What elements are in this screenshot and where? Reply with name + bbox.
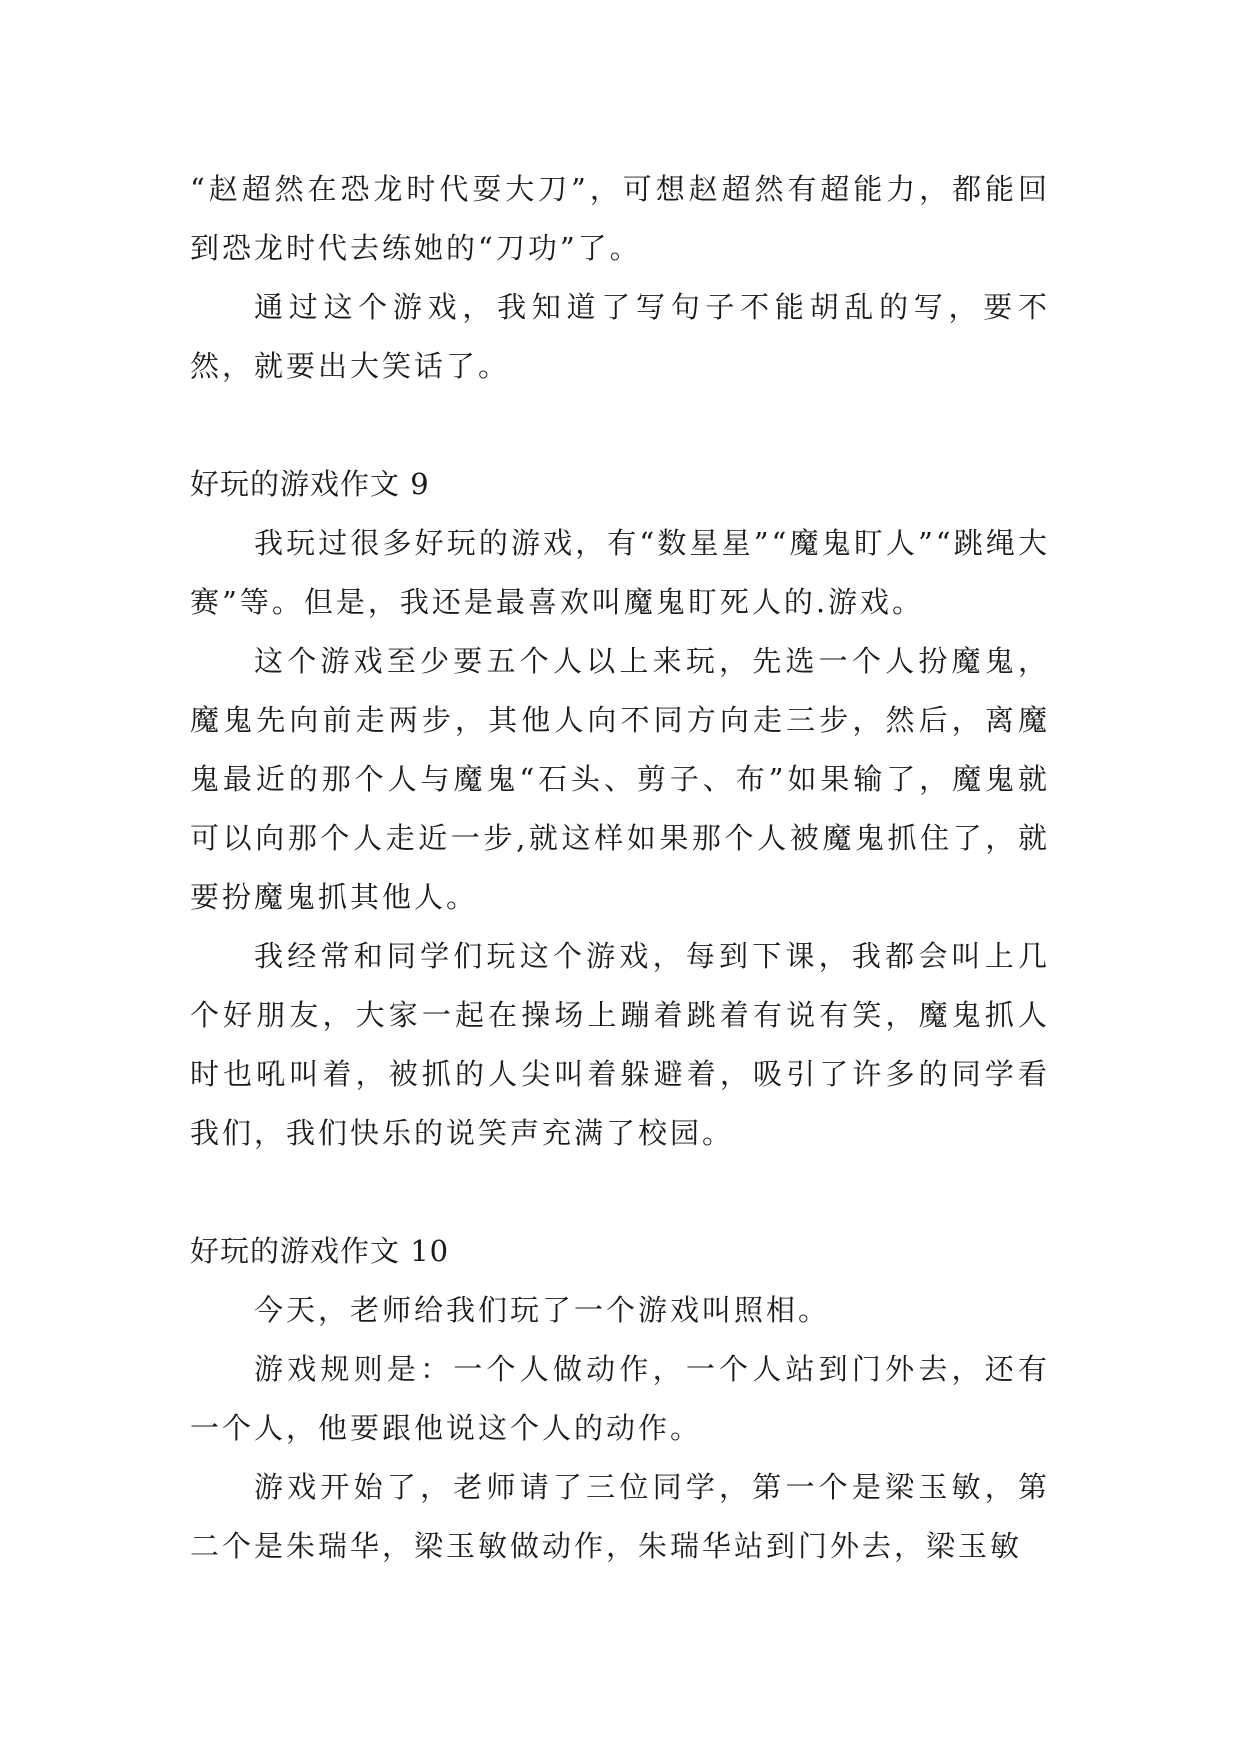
paragraph: 我经常和同学们玩这个游戏，每到下课，我都会叫上几个好朋友，大家一起在操场上蹦着跳着有说有笑，魔鬼抓人时也吼叫着，被抓的人尖叫着躲避着，吸引了许多的同学看我们，我们快乐的说笑声充满了校园。 [190,939,1050,1150]
paragraph: 通过这个游戏，我知道了写句子不能胡乱的写，要不然，就要出大笑话了。 [190,290,1050,383]
essay-title-10: 好玩的游戏作文 10 [190,1234,450,1268]
document-body [190,160,1050,1576]
paragraph: 游戏规则是：一个人做动作，一个人站到门外去，还有一个人，他要跟他说这个人的动作。 [190,1352,1050,1445]
paragraph: 游戏开始了，老师请了三位同学，第一个是梁玉敏，第二个是朱瑞华，梁玉敏做动作，朱瑞华站到门外去，梁玉敏 [190,1470,1050,1563]
paragraph: 我玩过很多好玩的游戏，有“数星星”“魔鬼盯人”“跳绳大赛”等。但是，我还是最喜欢叫魔鬼盯死人的.游戏。 [190,526,1050,619]
section-gap [190,396,1050,455]
essay-title-9: 好玩的游戏作文 9 [190,467,430,501]
paragraph: 今天，老师给我们玩了一个游戏叫照相。 [254,1293,831,1327]
section-gap [190,1163,1050,1222]
paragraph-continued: “赵超然在恐龙时代耍大刀”，可想赵超然有超能力，都能回到恐龙时代去练她的“刀功”了。 [190,172,1050,265]
paragraph: 这个游戏至少要五个人以上来玩，先选一个人扮魔鬼，魔鬼先向前走两步，其他人向不同方向走三步，然后，离魔鬼最近的那个人与魔鬼“石头、剪子、布”如果输了，魔鬼就可以向那个人走近一步,就这样如果那个人被魔鬼抓住了，就要扮魔鬼抓其他人。 [190,644,1050,914]
